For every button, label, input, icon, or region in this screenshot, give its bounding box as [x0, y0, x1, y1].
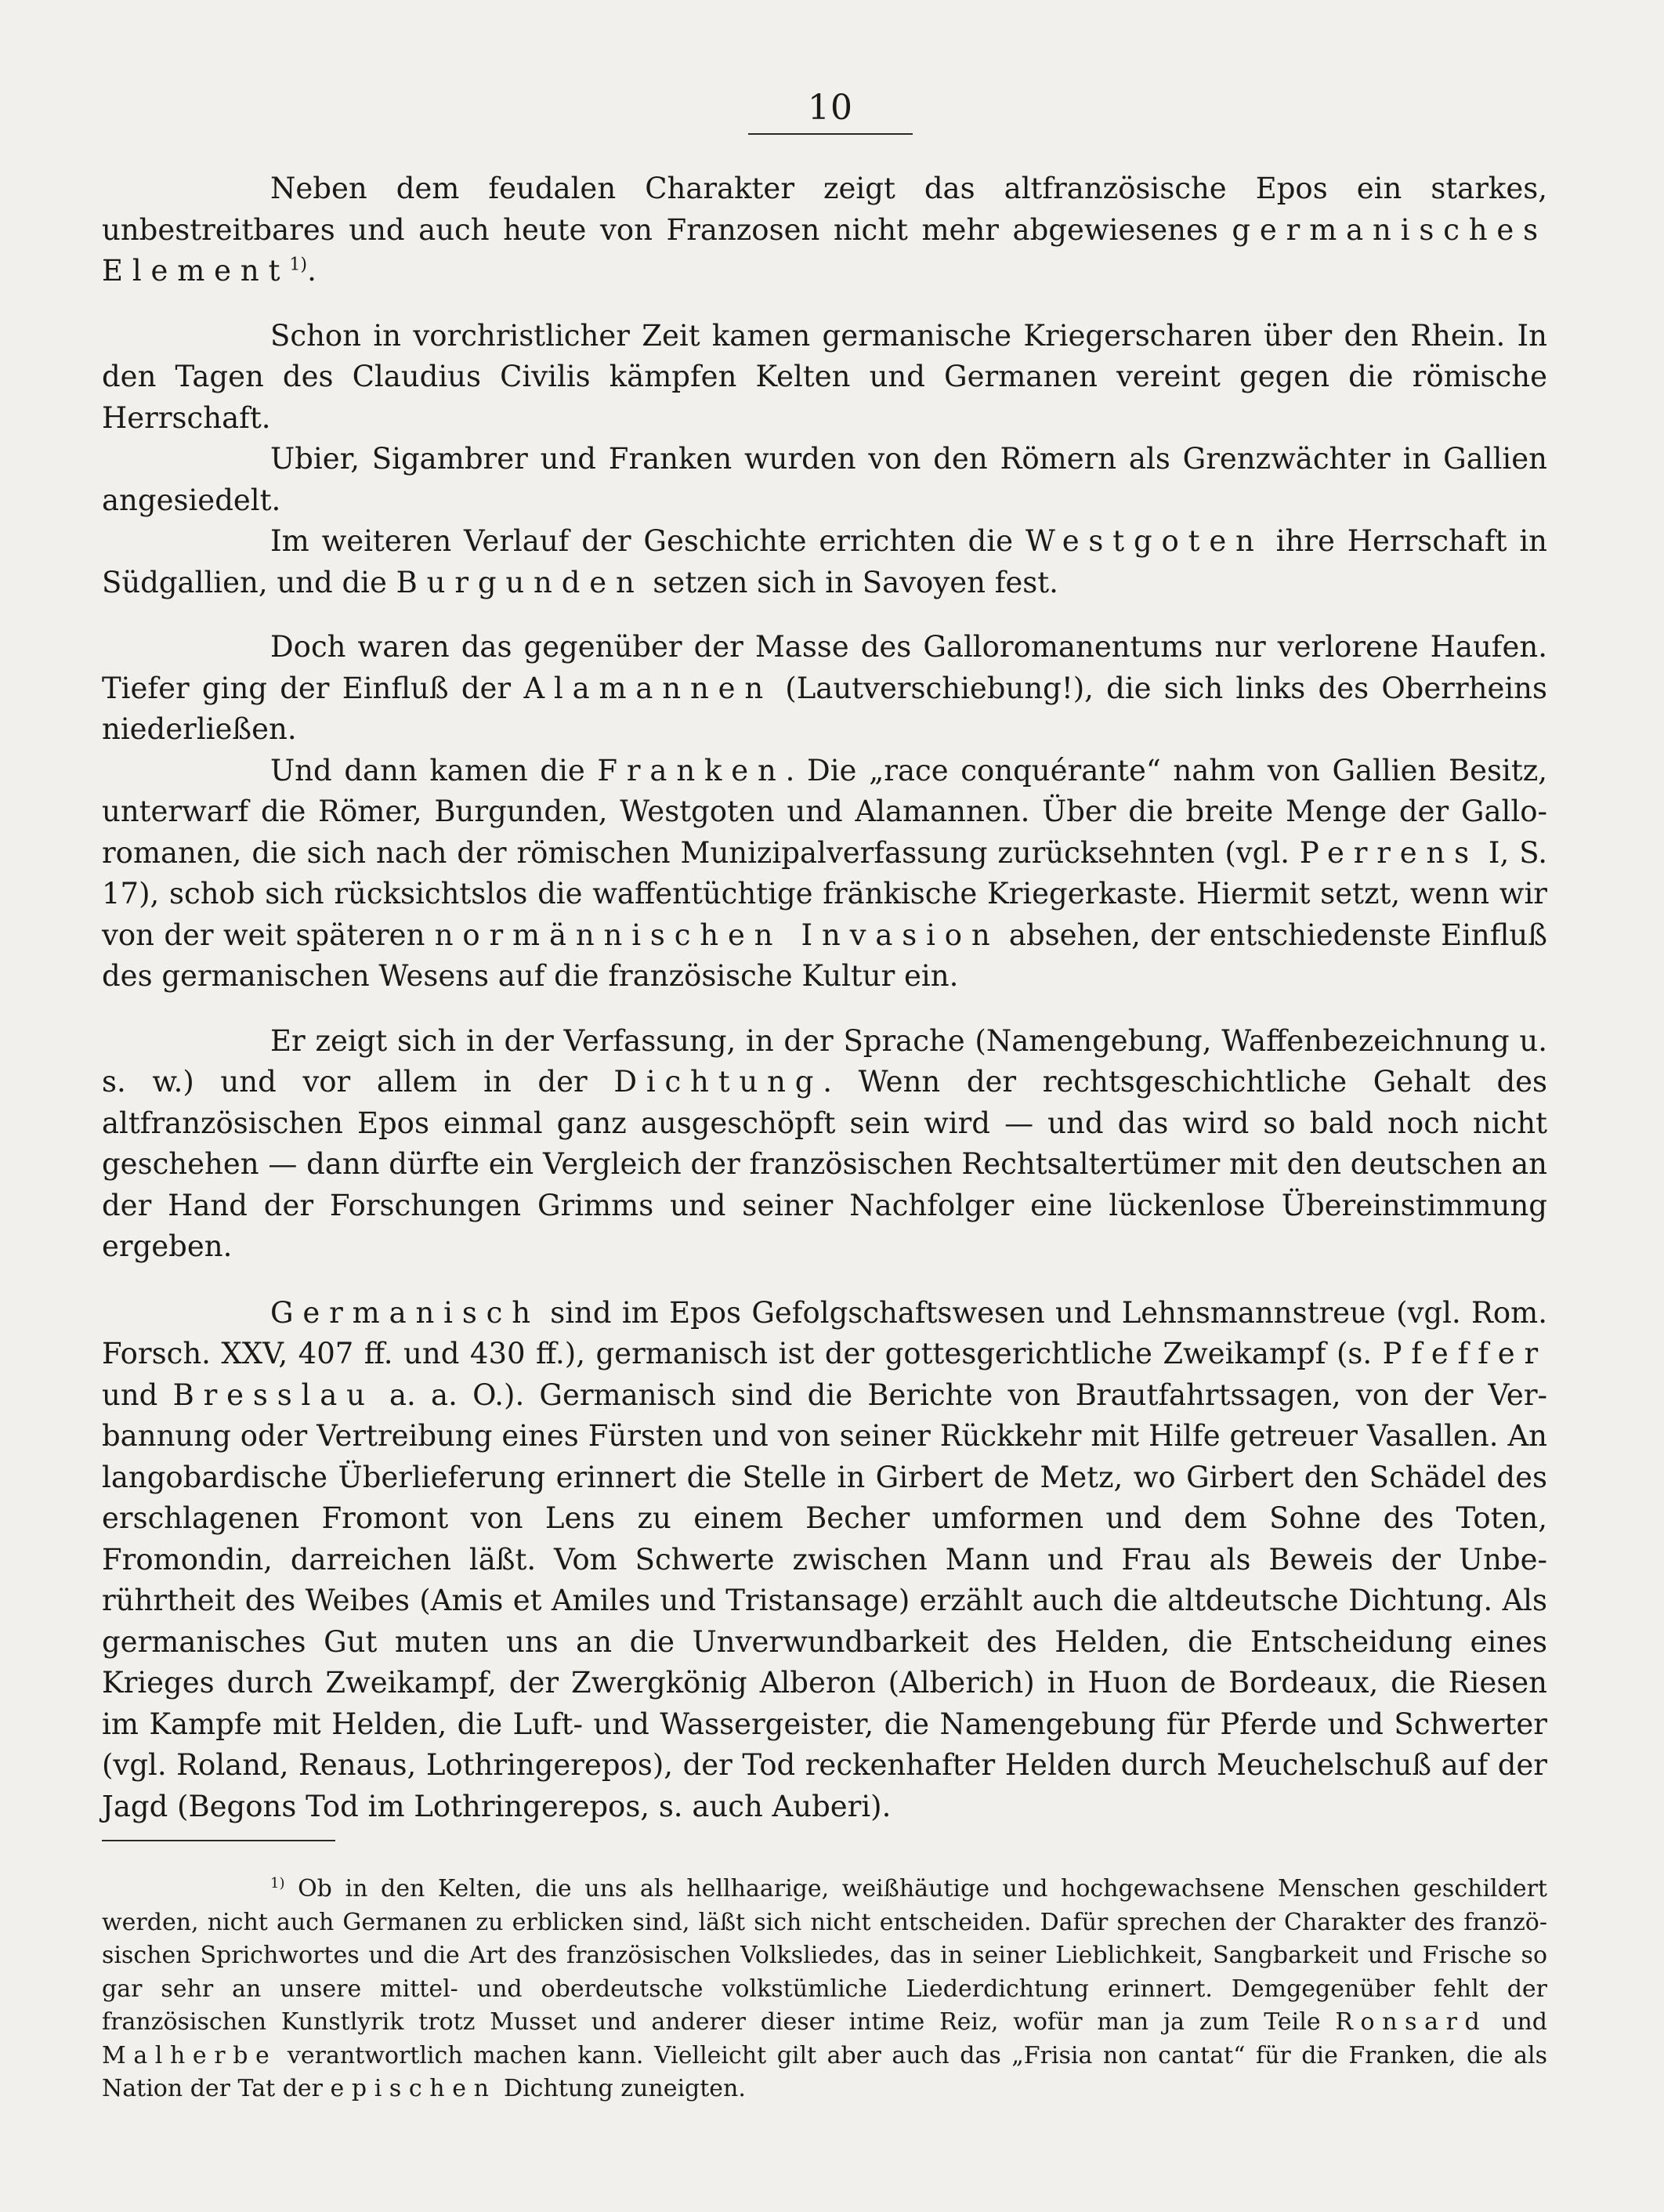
footnote-marker: 1) — [289, 254, 308, 275]
text-run: verantwortlich machen kann. Vielleicht gilt aber auch das „Frisia non cantat“ für die Franken, die als Nation der Tat der — [102, 2041, 1547, 2102]
paragraph-verfassung — [102, 1021, 1547, 1268]
spaced-emphasis: Franken — [597, 753, 786, 787]
paragraph-franken — [102, 751, 1547, 997]
text-run: . Wenn der rechtsgeschichtliche Gehalt des altfranzösischen Epos einmal ganz ausgeschöpft sein wird — und das wird so bald noch nicht geschehen — dann dürfte ein Vergleich der französischen Rechtsaltertümer mit den deutschen an der Hand der Forschungen Grimms und seiner Nachfolger eine lückenlose Übereinstimmung ergeben. — [102, 1065, 1548, 1263]
text-run: I, S. 17), schob sich rücksichtslos die waffentüchtige fränkische Kriegerkaste. Hiermit setzt, wenn wir von der weit späteren — [102, 835, 1547, 952]
text-run: (Lautverschiebung!), die sich links des Oberrheins niederließen. — [102, 671, 1548, 746]
text-run: Ob in den Kelten, die uns als hellhaarige, weißhäutige und hochgewachsene Menschen geschildert werden, nicht auch Germanen zu erblicken sind, läßt sich nicht entscheiden. Dafür sprechen der Charakter des franzö-sischen Sprichwortes und die Art des französischen Volksliedes, das in seiner Lieblichkeit, Sangbarkeit und Frische so gar sehr an unsere mittel- und oberdeutsche volkstümliche Liederdichtung erinnert. Demgegenüber fehlt der französischen Kunstlyrik trotz Musset und anderer dieser intime Reiz, wofür man ja zum Teile — [102, 1875, 1547, 2036]
text-run: sind im Epos Gefolgschaftswesen und Lehnsmannstreue (vgl. Rom. Forsch. XXV, 407 ff. und 430 ff.), germanisch ist der gottesgerichtliche Zweikampf (s. — [102, 1295, 1547, 1370]
paragraph-ubier — [102, 439, 1547, 521]
body-text — [102, 168, 1547, 1827]
spaced-emphasis: Dichtung — [613, 1065, 823, 1099]
paragraph-germanic-element — [102, 168, 1547, 292]
text-run: Neben dem feudalen Charakter zeigt das altfranzösische Epos ein starkes, unbestreitbares und auch heute von Franzosen nicht mehr abgewiesenes — [102, 172, 1547, 247]
spaced-emphasis: Ronsard — [1335, 2008, 1488, 2036]
spaced-emphasis: epischen — [330, 2075, 497, 2102]
paragraph-westgoten — [102, 521, 1547, 603]
text-run: Dichtung zuneigten. — [496, 2075, 746, 2102]
paragraph-alamannen — [102, 627, 1547, 751]
footnote-marker: 1) — [270, 1875, 285, 1892]
text-run: . — [307, 254, 317, 288]
text-run: setzen sich in Savoyen fest. — [643, 565, 1058, 599]
page-number: 10 — [808, 88, 853, 128]
spaced-emphasis: Bresslau — [172, 1378, 374, 1412]
footnote — [102, 1873, 1547, 2106]
text-run: a. a. O.). Germanisch sind die Berichte von Brautfahrtssagen, von der Ver-bannung oder Vertreibung eines Fürsten und von seiner Rückkehr mit Hilfe getreuer Vasallen. An langobardische Überlieferung erinnert die Stelle in Girbert de Metz, wo Girbert den Schädel des erschlagenen Fromont von Lens zu einem Becher umformen und dem Sohne des Toten, Fromondin, darreichen läßt. Vom Schwerte zwischen Mann und Frau als Beweis der Unbe-rührtheit des Weibes (Amis et Amiles und Tristansage) erzählt auch die altdeutsche Dichtung. Als germanisches Gut muten uns an die Unverwundbarkeit des Helden, die Entscheidung eines Krieges durch Zweikampf, der Zwergkönig Alberon (Alberich) in Huon de Bordeaux, die Riesen im Kampfe mit Helden, die Luft- und Wassergeister, die Namengebung für Pferde und Schwerter (vgl. Roland, Renaus, Lothringerepos), der Tod reckenhafter Helden durch Meuchelschuß auf der Jagd (Begons Tod im Lothringerepos, s. auch Auberi). — [102, 1378, 1548, 1823]
text-run: ihre Herrschaft in Südgallien, und die — [102, 524, 1547, 599]
text-run: Schon in vorchristlicher Zeit kamen germanische Kriegerscharen über den Rhein. In den Tagen des Claudius Civilis kämpfen Kelten und Germanen vereint gegen die römische Herrschaft. — [102, 318, 1547, 435]
text-run: Ubier, Sigambrer und Franken wurden von den Römern als Grenzwächter in Gallien angesiedelt. — [102, 442, 1547, 517]
spaced-emphasis: Germanisch — [270, 1295, 540, 1330]
text-run: . Die „race conquérante“ nahm von Gallien Besitz, unterwarf die Römer, Burgunden, Westgoten und Alamannen. Über die breite Menge der Gallo-romanen, die sich nach der römischen Munizipalverfassung zurücksehnten (vgl. — [102, 753, 1547, 870]
page-number-rule — [748, 133, 913, 135]
text-run: und — [102, 1378, 173, 1412]
text-run: absehen, der entschiedenste Einfluß des germanischen Wesens auf die französische Kultur ein. — [102, 918, 1547, 993]
spaced-emphasis: Alamannen — [523, 671, 773, 705]
footnote-rule — [102, 1840, 335, 1841]
text-run: und — [1487, 2008, 1547, 2036]
text-run: Und dann kamen die — [270, 753, 598, 787]
spaced-emphasis: Westgoten — [1025, 524, 1264, 558]
text-run: Er zeigt sich in der Verfassung, in der Sprache (Namengebung, Waffenbezeichnung u. s. w.) und vor allem in der — [102, 1023, 1547, 1099]
spaced-emphasis: Perrens — [1299, 835, 1478, 870]
spaced-emphasis: Pfeffer — [1382, 1337, 1547, 1370]
spaced-emphasis: Burgunden — [396, 565, 644, 599]
text-run: Im weiteren Verlauf der Geschichte errichten die — [270, 524, 1026, 558]
spaced-emphasis: germanisches Element — [102, 212, 1547, 288]
footnote-text — [102, 1873, 1547, 2106]
paragraph-pre-christian — [102, 316, 1547, 440]
spaced-emphasis: normännischen Invasion — [434, 918, 1000, 952]
paragraph-germanisch — [102, 1293, 1547, 1828]
spaced-emphasis: Malherbe — [102, 2041, 277, 2069]
text-run: Doch waren das gegenüber der Masse des Galloromanentums nur verlorene Haufen. Tiefer ging der Einfluß der — [102, 630, 1547, 705]
